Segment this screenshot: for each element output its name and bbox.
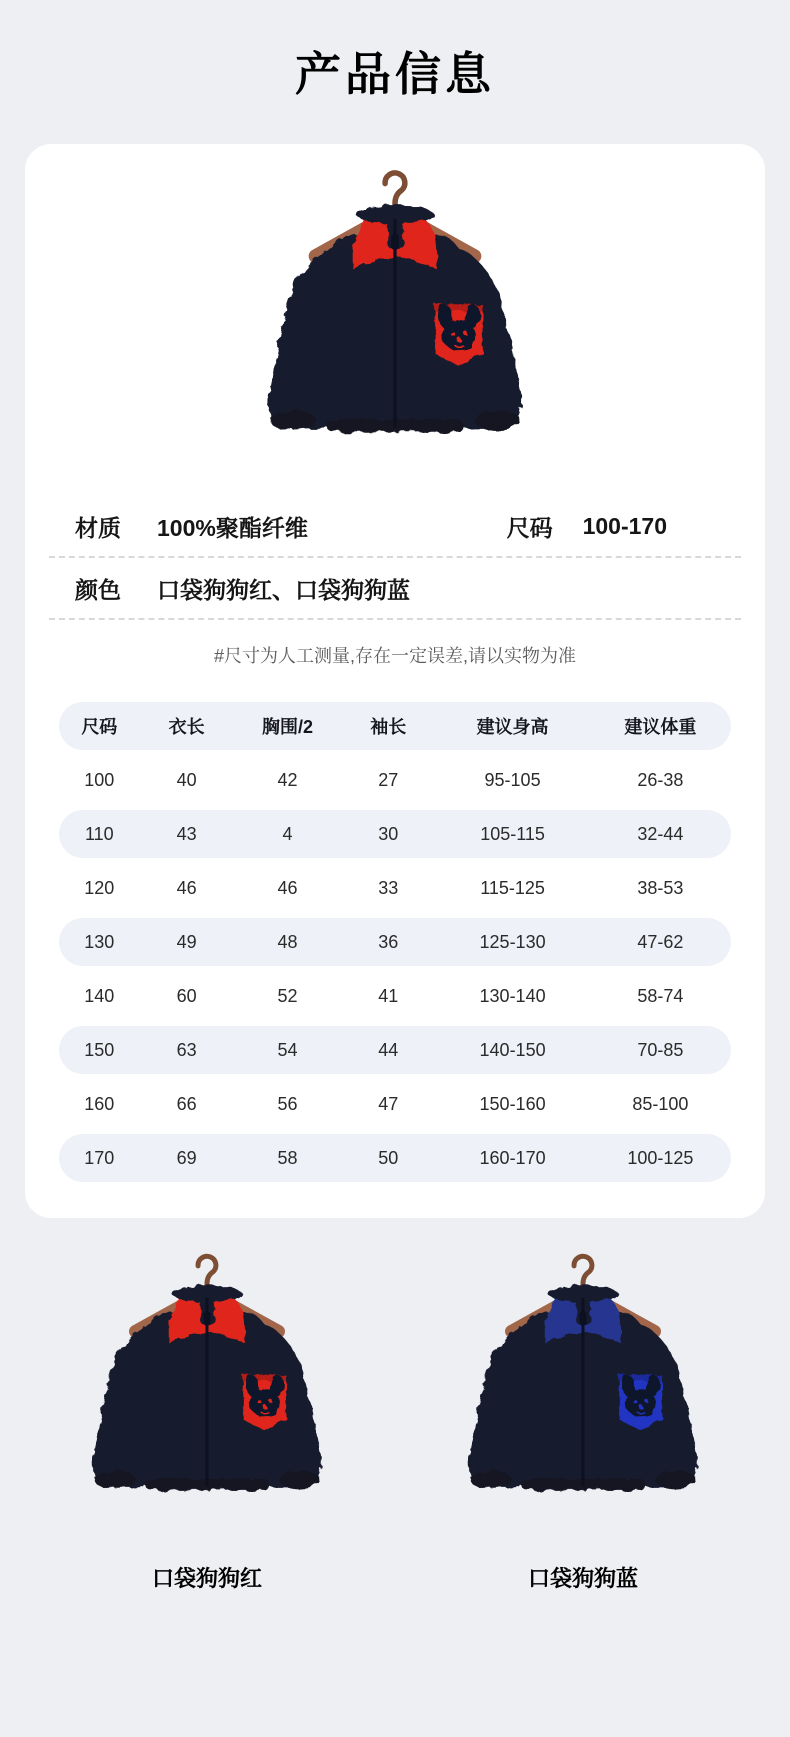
table-cell: 46 <box>176 877 197 898</box>
table-cell: 50 <box>378 1147 399 1168</box>
measure-note: #尺寸为人工测量,存在一定误差,请以实物为准 <box>213 646 576 666</box>
table-cell: 100 <box>84 769 115 790</box>
table-cell: 41 <box>378 985 399 1006</box>
table-cell: 40 <box>176 769 197 790</box>
table-cell: 36 <box>378 931 399 952</box>
table-row <box>59 972 731 1020</box>
table-header-cell: 胸围/2 <box>261 717 313 737</box>
table-cell: 140-150 <box>479 1039 546 1060</box>
table-cell: 70-85 <box>637 1039 684 1060</box>
hero-image-wrap <box>45 166 745 496</box>
table-cell: 30 <box>378 823 399 844</box>
table-cell: 44 <box>378 1039 399 1060</box>
table-row <box>59 864 731 912</box>
table-cell: 110 <box>84 823 114 844</box>
table-cell: 130-140 <box>479 985 546 1006</box>
table-cell: 140 <box>84 985 115 1006</box>
size-label: 尺码 <box>506 514 553 541</box>
table-cell: 150 <box>84 1039 115 1060</box>
table-cell: 105-115 <box>480 823 545 844</box>
color-variants-section <box>0 1250 790 1593</box>
table-cell: 47-62 <box>637 931 684 952</box>
spec-row-material-size <box>45 496 745 556</box>
spec-row-color <box>45 558 745 618</box>
table-cell: 26-38 <box>637 769 684 790</box>
table-cell: 85-100 <box>632 1093 689 1114</box>
table-row <box>59 918 731 966</box>
table-cell: 63 <box>176 1039 197 1060</box>
table-cell: 125-130 <box>479 931 546 952</box>
table-cell: 160-170 <box>479 1147 546 1168</box>
table-cell: 42 <box>277 769 298 790</box>
table-row <box>59 756 731 804</box>
color-label: 颜色 <box>75 576 121 603</box>
table-header-cell: 建议身高 <box>476 717 549 737</box>
table-cell: 32-44 <box>637 823 684 844</box>
table-cell: 58 <box>277 1147 298 1168</box>
table-cell: 160 <box>84 1093 115 1114</box>
page-title: 产品信息 <box>295 48 495 100</box>
table-cell: 170 <box>84 1147 115 1168</box>
table-row <box>59 1080 731 1128</box>
table-cell: 4 <box>282 823 293 844</box>
variant-blue <box>420 1250 746 1593</box>
table-cell: 27 <box>378 769 399 790</box>
table-cell: 95-105 <box>484 769 541 790</box>
jacket-hero-image <box>219 166 571 496</box>
variant-label-blue: 口袋狗狗蓝 <box>527 1566 638 1591</box>
table-row <box>59 1026 731 1074</box>
table-cell: 150-160 <box>479 1093 546 1114</box>
size-value: 100-170 <box>582 512 667 539</box>
size-table-rows <box>59 756 731 1182</box>
table-header-row <box>59 702 731 750</box>
table-cell: 47 <box>378 1093 399 1114</box>
table-header-cell: 袖长 <box>370 717 407 737</box>
table-cell: 49 <box>176 931 197 952</box>
table-cell: 38-53 <box>637 877 684 898</box>
table-cell: 56 <box>277 1093 298 1114</box>
table-cell: 46 <box>277 877 298 898</box>
table-cell: 58-74 <box>637 985 684 1006</box>
jacket-image-blue <box>424 1250 742 1548</box>
material-label: 材质 <box>75 514 121 541</box>
jacket-image-red <box>48 1250 366 1548</box>
variant-label-red: 口袋狗狗红 <box>151 1566 262 1591</box>
table-cell: 52 <box>277 985 298 1006</box>
table-row <box>59 1134 731 1182</box>
table-cell: 54 <box>277 1039 298 1060</box>
table-cell: 48 <box>277 931 298 952</box>
table-header-cell: 衣长 <box>168 717 205 737</box>
table-cell: 33 <box>378 877 399 898</box>
table-cell: 130 <box>84 931 115 952</box>
table-cell: 69 <box>176 1147 197 1168</box>
size-table <box>59 702 731 1182</box>
table-row <box>59 810 731 858</box>
table-cell: 115-125 <box>480 877 545 898</box>
table-header-cell: 建议体重 <box>624 717 697 737</box>
color-value: 口袋狗狗红、口袋狗狗蓝 <box>157 576 410 603</box>
table-cell: 43 <box>176 823 197 844</box>
table-header-cell: 尺码 <box>81 717 118 737</box>
product-card <box>25 144 765 1218</box>
table-cell: 120 <box>84 877 115 898</box>
table-cell: 66 <box>176 1093 197 1114</box>
variant-red <box>44 1250 370 1593</box>
table-cell: 60 <box>176 985 197 1006</box>
table-cell: 100-125 <box>627 1147 694 1168</box>
material-value: 100%聚酯纤维 <box>157 514 308 541</box>
